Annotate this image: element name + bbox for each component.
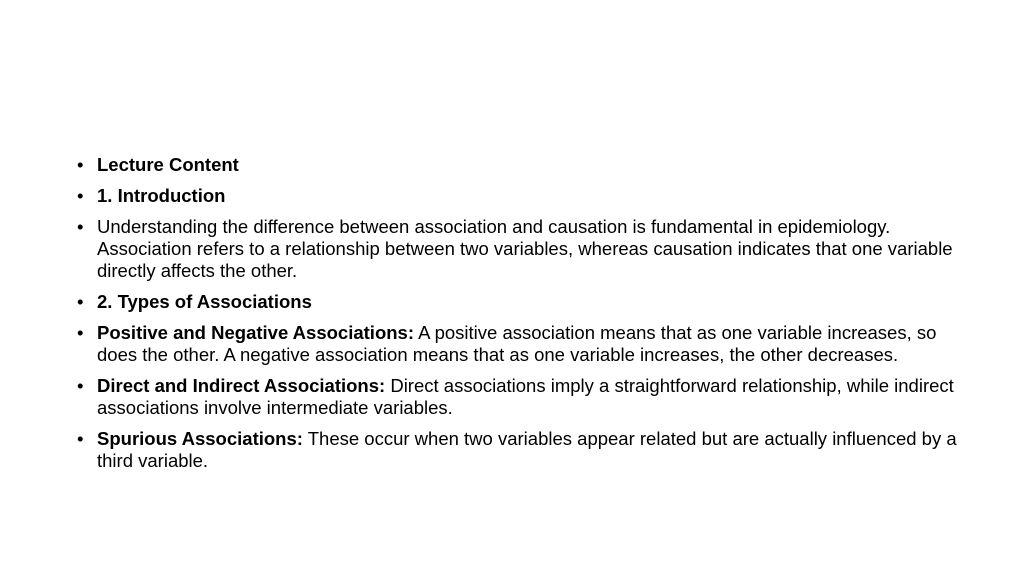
bullet-icon: •	[77, 322, 84, 343]
bullet-bold-text: 2. Types of Associations	[97, 291, 312, 312]
bullet-text: Understanding the difference between association and causation is fundamental in epidemiology. Association refers to a relationship between two variables, whereas causation indicates that one variable directly affects the other.	[97, 216, 953, 281]
bullet-icon: •	[77, 428, 84, 449]
bullet-item-understanding	[77, 216, 957, 282]
bullet-item-direct-indirect	[77, 375, 957, 419]
bullet-bold-text: 1. Introduction	[97, 185, 226, 206]
bullet-item-positive-negative	[77, 322, 957, 366]
bullet-icon: •	[77, 375, 84, 396]
bullet-item-types-of-associations	[77, 291, 957, 313]
bullet-bold-text: Spurious Associations:	[97, 428, 303, 449]
bullet-text: These occur when two variables appear related but are actually influenced by a third variable.	[97, 428, 957, 471]
bullet-icon: •	[77, 216, 84, 237]
bullet-item-lecture-content	[77, 154, 957, 176]
bullet-item-introduction	[77, 185, 957, 207]
bullet-bold-text: Positive and Negative Associations:	[97, 322, 414, 343]
bullet-icon: •	[77, 291, 84, 312]
bullet-text: A positive association means that as one variable increases, so does the other. A negative association means that as one variable increases, the other decreases.	[97, 322, 937, 365]
bullet-list	[77, 154, 957, 481]
bullet-item-spurious	[77, 428, 957, 472]
bullet-bold-text: Lecture Content	[97, 154, 239, 175]
bullet-icon: •	[77, 185, 84, 206]
bullet-bold-text: Direct and Indirect Associations:	[97, 375, 386, 396]
bullet-text: Direct associations imply a straightforward relationship, while indirect associations involve intermediate variables.	[97, 375, 954, 418]
bullet-icon: •	[77, 154, 84, 175]
